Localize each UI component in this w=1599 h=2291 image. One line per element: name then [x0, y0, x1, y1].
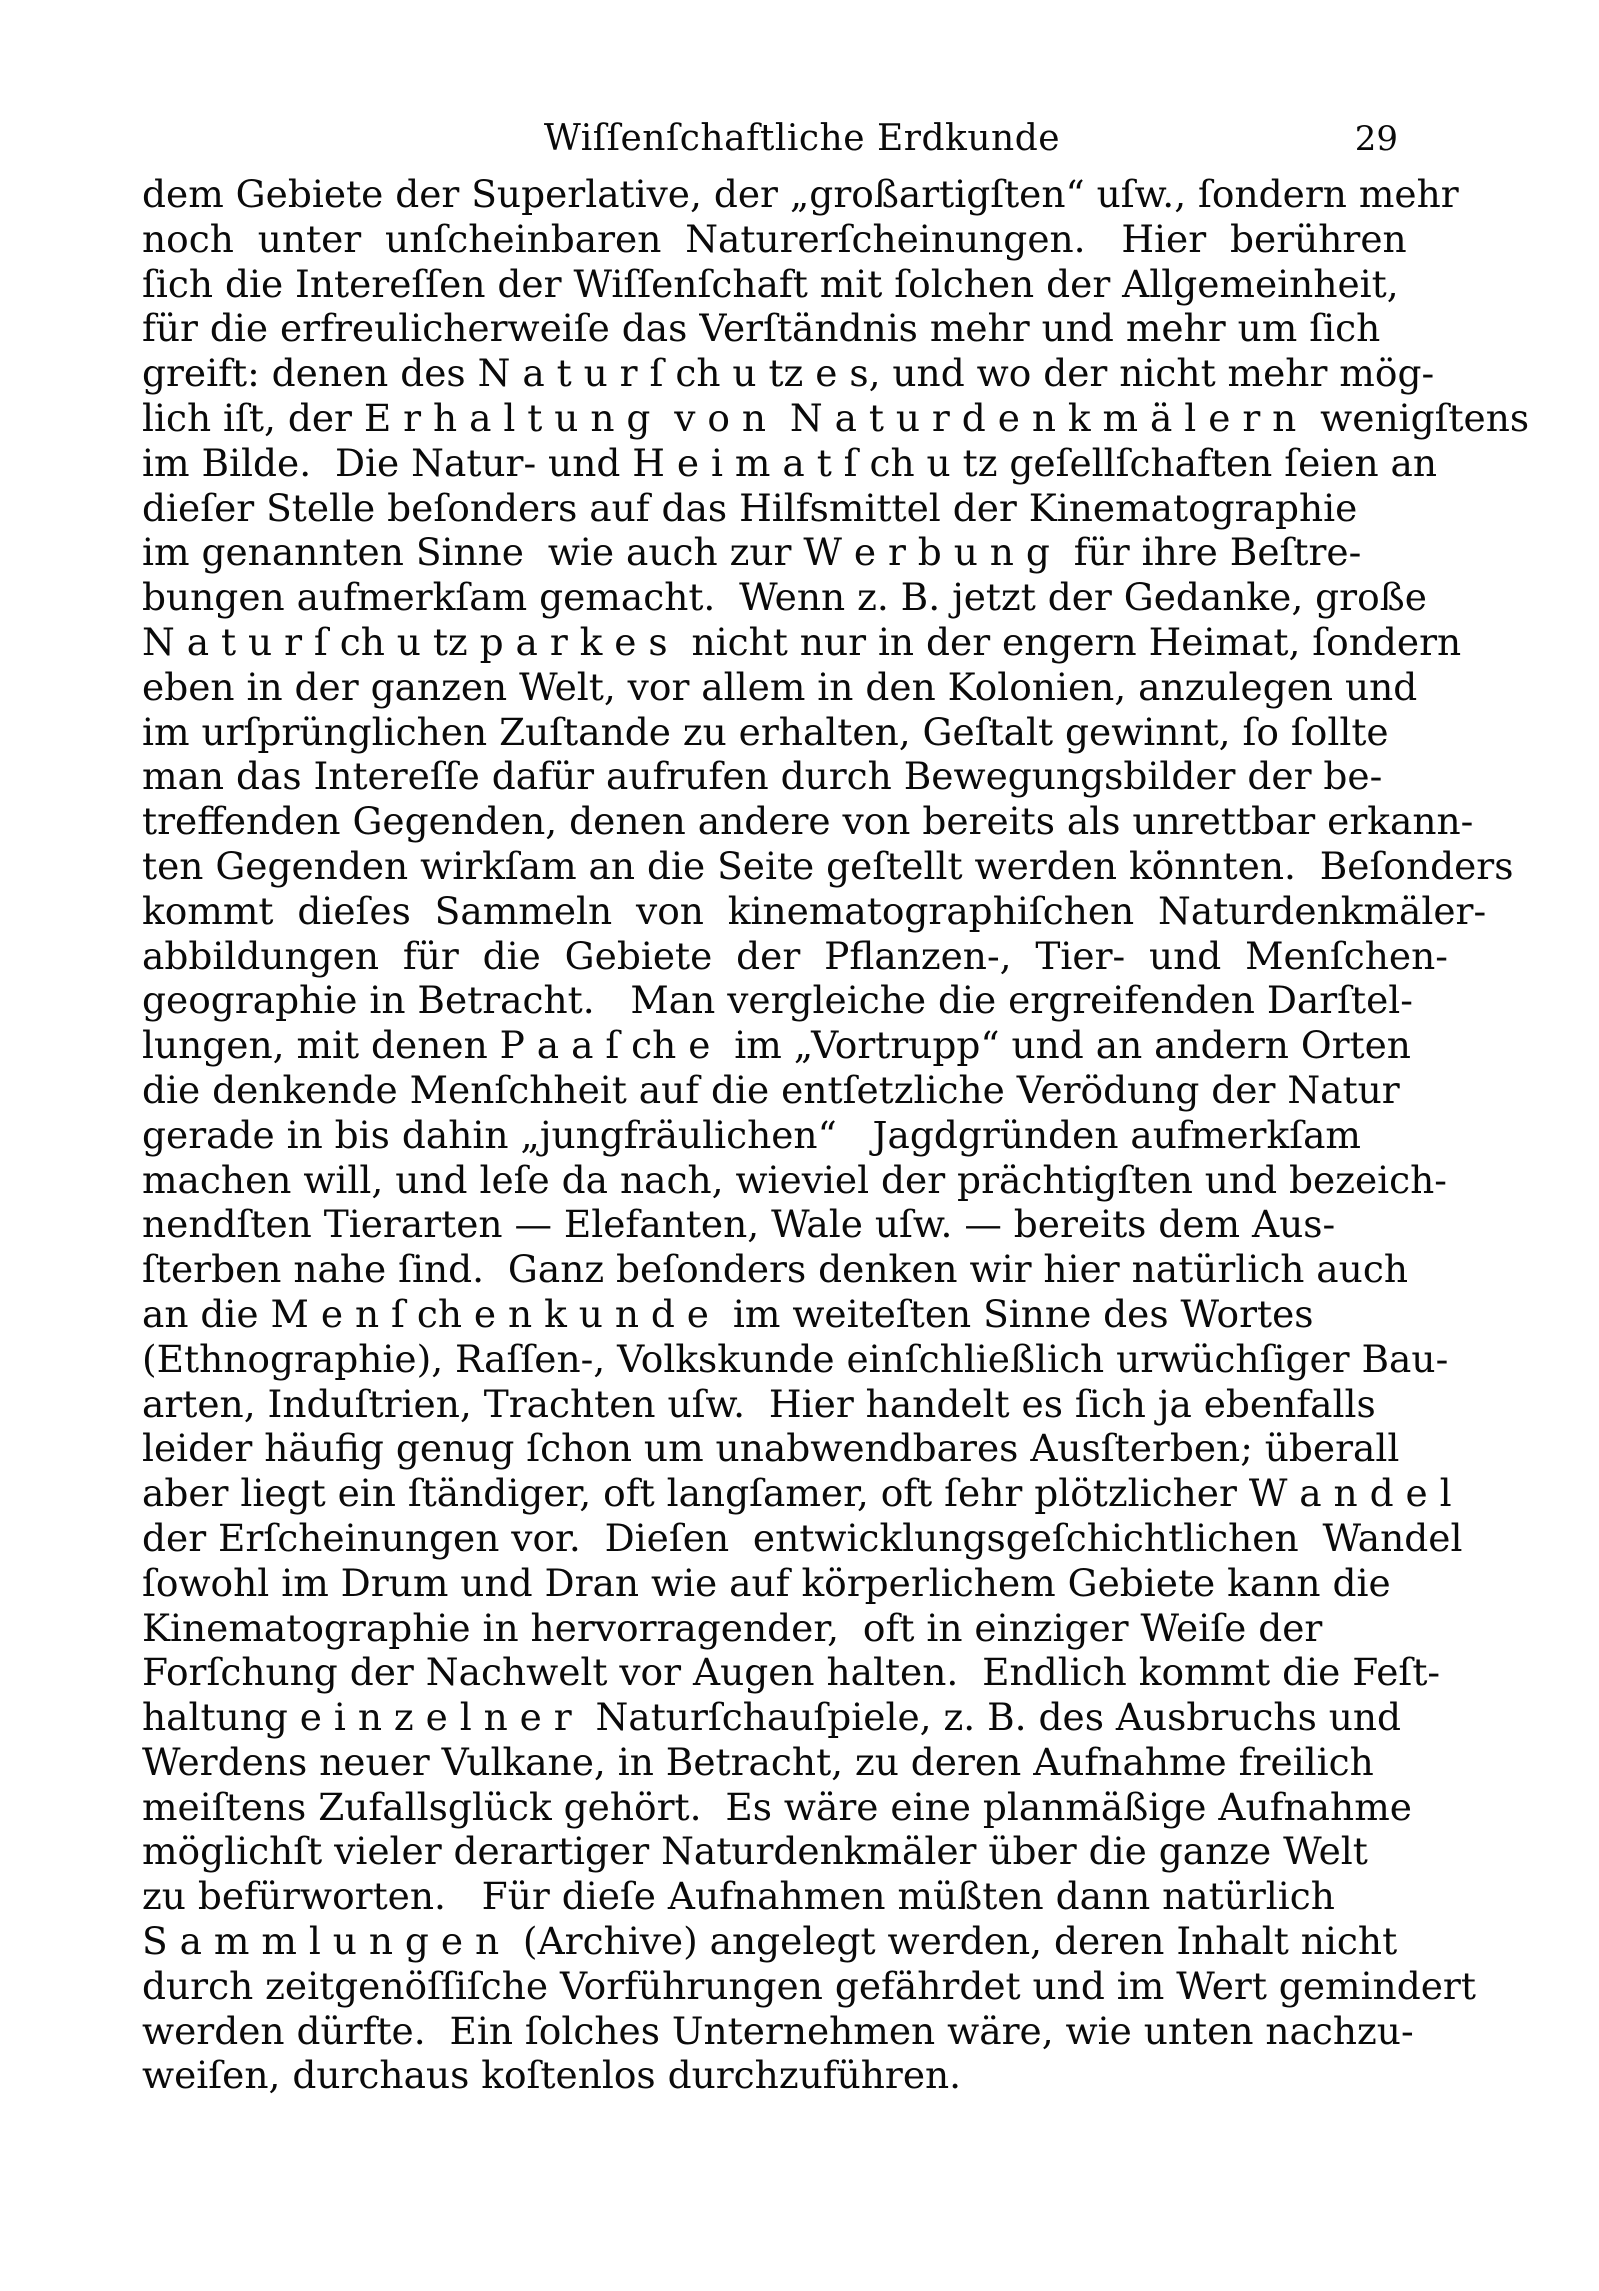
text-line: ſterben nahe ſind. Ganz beſonders denken wir hier natürlich auch: [142, 1247, 1408, 1292]
text-line: Kinematographie in hervorragender, oft in einziger Weiſe der: [142, 1605, 1323, 1650]
text-line: gerade in bis dahin „jungfräulichen“ Jagdgründen aufmerkſam: [142, 1112, 1361, 1157]
text-line: ten Gegenden wirkſam an die Seite geſtellt werden könnten. Beſonders: [142, 843, 1514, 888]
text-line: für die erfreulicherweiſe das Verſtändnis mehr und mehr um ſich: [142, 306, 1381, 351]
text-line: greift: denen des N a t u r ſ ch u tz e s, und wo der nicht mehr mög-: [142, 351, 1435, 396]
text-line: durch zeitgenöſſiſche Vorführungen gefährdet und im Wert gemindert: [142, 1963, 1476, 2008]
text-line: abbildungen für die Gebiete der Pflanzen-, Tier- und Menſchen-: [142, 933, 1448, 978]
text-line: ſowohl im Drum und Dran wie auf körperlichem Gebiete kann die: [142, 1560, 1391, 1605]
text-line: dem Gebiete der Superlative, der „großartigſten“ uſw., ſondern mehr: [142, 172, 1459, 216]
text-line: arten, Induſtrien, Trachten uſw. Hier handelt es ſich ja ebenfalls: [142, 1381, 1376, 1426]
text-line: eben in der ganzen Welt, vor allem in den Kolonien, anzulegen und: [142, 664, 1418, 709]
text-line: N a t u r ſ ch u tz p a r k e s nicht nur in der engern Heimat, ſondern: [142, 619, 1462, 664]
text-line: leider häufig genug ſchon um unabwendbares Ausſterben; überall: [142, 1426, 1400, 1471]
text-line: noch unter unſcheinbaren Naturerſcheinungen. Hier berühren: [142, 216, 1407, 261]
text-line: im Bilde. Die Natur- und H e i m a t ſ ch u tz geſellſchaften ſeien an: [142, 440, 1438, 485]
text-line: meiſtens Zufallsglück gehört. Es wäre eine planmäßige Aufnahme: [142, 1784, 1412, 1829]
text-line: im genannten Sinne wie auch zur W e r b u n g für ihre Beſtre-: [142, 530, 1362, 575]
text-line: haltung e i n z e l n e r Naturſchauſpiele, z. B. des Ausbruchs und: [142, 1695, 1402, 1740]
text-line: (Ethnographie), Raſſen-, Volkskunde einſchließlich urwüchſiger Bau-: [142, 1336, 1449, 1381]
text-line: S a m m l u n g e n (Archive) angelegt werden, deren Inhalt nicht: [142, 1919, 1398, 1964]
text-line: nendſten Tierarten — Elefanten, Wale uſw. — bereits dem Aus-: [142, 1202, 1336, 1247]
text-line: möglichſt vieler derartiger Naturdenkmäler über die ganze Welt: [142, 1829, 1368, 1874]
page-number: 29: [1354, 119, 1398, 159]
text-line: lich iſt, der E r h a l t u n g v o n N a t u r d e n k m ä l e r n wenigſtens: [142, 395, 1530, 440]
text-line: Werdens neuer Vulkane, in Betracht, zu deren Aufnahme freilich: [142, 1739, 1374, 1784]
text-line: der Erſcheinungen vor. Dieſen entwicklungsgeſchichtlichen Wandel: [142, 1515, 1463, 1560]
text-line: lungen, mit denen P a a ſ ch e im „Vortrupp“ und an andern Orten: [142, 1023, 1411, 1068]
text-line: man das Intereſſe dafür aufrufen durch Bewegungsbilder der be-: [142, 754, 1383, 799]
text-line: geographie in Betracht. Man vergleiche die ergreifenden Darſtel-: [142, 978, 1413, 1023]
text-line: weiſen, durchaus koſtenlos durchzuführen.: [142, 2053, 962, 2098]
body-text: [142, 172, 1530, 2098]
text-line: bungen aufmerkſam gemacht. Wenn z. B. jetzt der Gedanke, große: [142, 575, 1427, 620]
text-line: ſich die Intereſſen der Wiſſenſchaft mit ſolchen der Allgemeinheit,: [142, 261, 1399, 306]
text-line: Forſchung der Nachwelt vor Augen halten. Endlich kommt die Feſt-: [142, 1650, 1441, 1695]
text-line: im urſprünglichen Zuſtande zu erhalten, Geſtalt gewinnt, ſo ſollte: [142, 709, 1389, 754]
text-line: treffenden Gegenden, denen andere von bereits als unrettbar erkann-: [142, 799, 1474, 844]
running-title: Wiſſenſchaftliche Erdkunde: [543, 118, 1061, 159]
text-line: an die M e n ſ ch e n k u n d e im weiteſten Sinne des Wortes: [142, 1291, 1314, 1336]
text-line: die denkende Menſchheit auf die entſetzliche Verödung der Natur: [142, 1067, 1400, 1112]
text-line: machen will, und leſe da nach, wieviel der prächtigſten und bezeich-: [142, 1157, 1447, 1202]
text-line: zu befürworten. Für dieſe Aufnahmen müßten dann natürlich: [142, 1874, 1335, 1919]
text-line: kommt dieſes Sammeln von kinematographiſchen Naturdenkmäler-: [142, 888, 1487, 933]
text-line: werden dürfte. Ein ſolches Unternehmen wäre, wie unten nachzu-: [142, 2008, 1414, 2053]
page-header: [142, 114, 1462, 164]
text-line: dieſer Stelle beſonders auf das Hilfsmittel der Kinematographie: [142, 485, 1358, 530]
text-line: aber liegt ein ſtändiger, oft langſamer, oft ſehr plötzlicher W a n d e l: [142, 1471, 1452, 1516]
